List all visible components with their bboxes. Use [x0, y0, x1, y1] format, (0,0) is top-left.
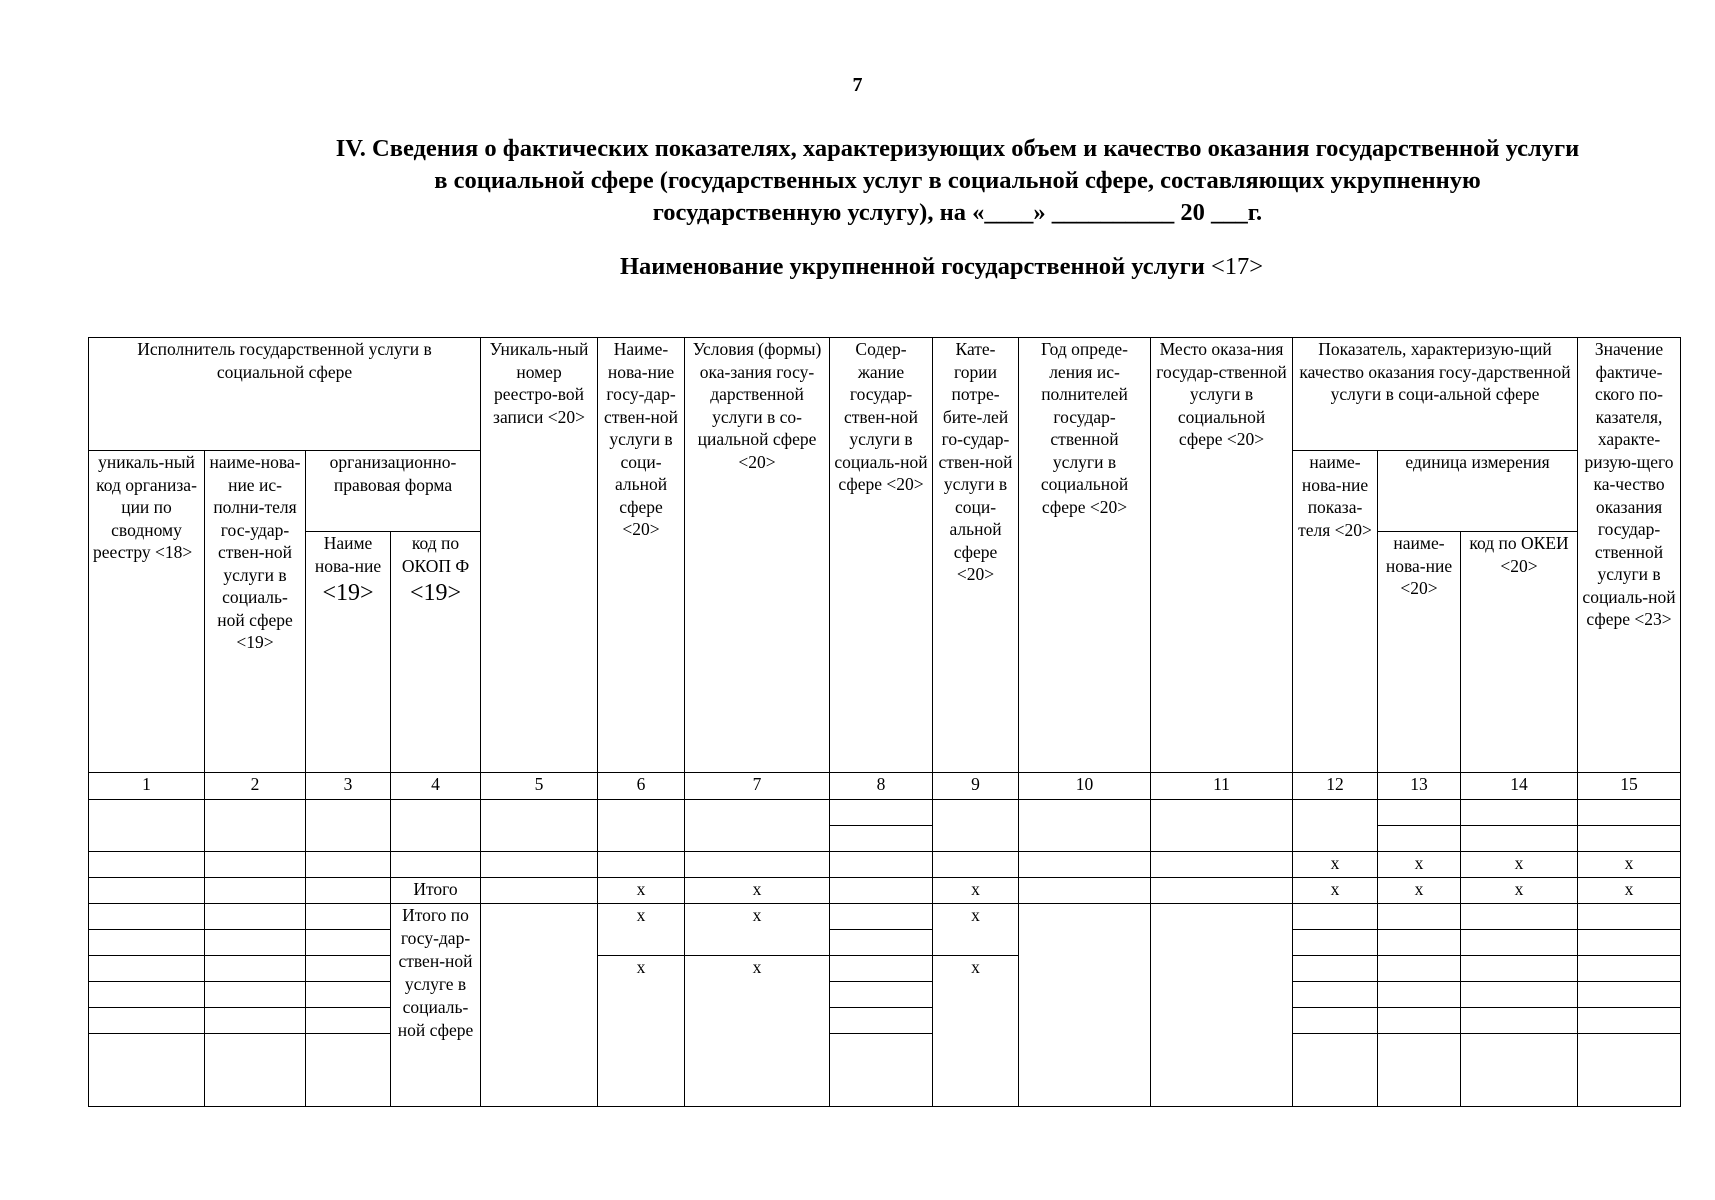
table-cell[interactable] [205, 1008, 306, 1034]
table-cell[interactable] [306, 904, 391, 930]
service-total-row [89, 904, 1681, 930]
column-number: 13 [1378, 773, 1461, 800]
table-cell[interactable] [1019, 878, 1151, 904]
table-cell[interactable] [306, 930, 391, 956]
table-cell[interactable] [481, 852, 598, 878]
header-okopf-text: код по ОКОП Ф [401, 533, 470, 576]
table-row [89, 852, 1681, 878]
table-cell[interactable] [1461, 930, 1578, 956]
table-cell[interactable] [89, 1008, 205, 1034]
header-unique-code: уникаль-ный код организа-ции по сводному реестру <18> [89, 451, 205, 773]
column-number: 14 [1461, 773, 1578, 800]
table-cell[interactable] [306, 982, 391, 1008]
column-number: 4 [391, 773, 481, 800]
column-number: 15 [1578, 773, 1681, 800]
header-actual-value: Значение фактиче-ского по-казателя, характе-ризую-щего ка-чество оказания государ-ственной услуги в социаль-ной сфере <23> [1578, 338, 1681, 773]
service-name-heading [620, 253, 1400, 281]
table-cell[interactable] [1378, 800, 1461, 826]
column-number: 9 [933, 773, 1019, 800]
table-cell[interactable] [481, 800, 598, 852]
section-title-line-2: в социальной сфере (государственных услуг в социальной сфере, составляющих укрупненную [434, 167, 1481, 194]
table-cell[interactable] [1293, 930, 1378, 956]
column-number: 11 [1151, 773, 1293, 800]
table-cell[interactable] [1378, 826, 1461, 852]
table-cell[interactable] [205, 930, 306, 956]
table-cell[interactable] [1151, 904, 1293, 1107]
table-cell[interactable] [89, 878, 205, 904]
table-cell[interactable] [1461, 956, 1578, 982]
header-okei: код по ОКЕИ <20> [1461, 532, 1578, 773]
x-mark: x [1378, 878, 1461, 904]
table-cell[interactable] [1578, 956, 1681, 982]
x-mark: x [933, 956, 1019, 1107]
header-indicator-name: наиме-нова-ние показа-теля <20> [1293, 451, 1378, 773]
column-number: 6 [598, 773, 685, 800]
table-row [89, 956, 1681, 982]
table-cell[interactable] [1578, 1034, 1681, 1107]
table-cell[interactable] [205, 878, 306, 904]
table-cell[interactable] [1578, 800, 1681, 826]
column-number: 2 [205, 773, 306, 800]
table-cell[interactable] [830, 1008, 933, 1034]
table-cell[interactable] [830, 852, 933, 878]
table-cell[interactable] [306, 852, 391, 878]
table-cell[interactable] [1019, 852, 1151, 878]
x-mark: x [598, 904, 685, 956]
x-mark: x [1461, 878, 1578, 904]
table-cell[interactable] [1378, 956, 1461, 982]
table-cell[interactable] [933, 800, 1019, 852]
section-title-line-1: IV. Сведения о фактических показателях, характеризующих объем и качество оказания государственной услуги [335, 135, 1580, 162]
table-cell[interactable] [1293, 1034, 1378, 1107]
table-cell[interactable] [1378, 982, 1461, 1008]
table-row [89, 982, 1681, 1008]
header-org-form-name-ref: <19> [322, 580, 374, 606]
table-cell[interactable] [481, 904, 598, 1107]
table-cell[interactable] [1019, 904, 1151, 1107]
table-cell[interactable] [1378, 904, 1461, 930]
table-cell[interactable] [1461, 982, 1578, 1008]
x-mark: x [933, 878, 1019, 904]
table-cell[interactable] [1378, 1008, 1461, 1034]
x-mark: x [1378, 852, 1461, 878]
header-year: Год опреде-ления ис-полнителей государ-ственной услуги в социальной сфере <20> [1019, 338, 1151, 773]
table-cell[interactable] [1019, 800, 1151, 852]
table-cell[interactable] [1578, 904, 1681, 930]
table-cell[interactable] [830, 982, 933, 1008]
table-cell[interactable] [1378, 930, 1461, 956]
table-cell[interactable] [1293, 982, 1378, 1008]
table-cell[interactable] [1151, 878, 1293, 904]
table-cell[interactable] [89, 800, 205, 852]
column-number: 10 [1019, 773, 1151, 800]
table-cell[interactable] [89, 904, 205, 930]
table-cell[interactable] [306, 878, 391, 904]
column-number: 8 [830, 773, 933, 800]
header-executor-name: наиме-нова-ние ис-полни-теля гос-удар-ствен-ной услуги в социаль-ной сфере <19> [205, 451, 306, 773]
table-cell[interactable] [830, 930, 933, 956]
column-number-row [89, 773, 1681, 800]
header-org-form-name [306, 532, 391, 773]
table-cell[interactable] [685, 800, 830, 852]
table-cell[interactable] [205, 852, 306, 878]
section-title [220, 133, 1695, 229]
table-cell[interactable] [89, 852, 205, 878]
header-executor: Исполнитель государственной услуги в социальной сфере [89, 338, 481, 451]
service-name-heading-ref: <17> [1210, 253, 1264, 280]
table-cell[interactable] [830, 878, 933, 904]
table-cell[interactable] [89, 982, 205, 1008]
service-name-heading-text: Наименование укрупненной государственной услуги [620, 253, 1205, 280]
table-cell[interactable] [205, 982, 306, 1008]
table-cell[interactable] [598, 852, 685, 878]
table-cell[interactable] [205, 904, 306, 930]
table-cell[interactable] [1578, 826, 1681, 852]
table-cell[interactable] [306, 1008, 391, 1034]
table-cell[interactable] [1151, 852, 1293, 878]
header-content: Содер-жание государ-ствен-ной услуги в социаль-ной сфере <20> [830, 338, 933, 773]
column-number: 5 [481, 773, 598, 800]
table-cell[interactable] [830, 800, 933, 826]
header-unit: единица измерения [1378, 451, 1578, 532]
x-mark: x [685, 956, 830, 1107]
table-cell[interactable] [205, 956, 306, 982]
x-mark: x [598, 956, 685, 1107]
table-cell[interactable] [89, 930, 205, 956]
header-categories: Кате-гории потре-бите-лей го-судар-ствен-ной услуги в соци-альной сфере <20> [933, 338, 1019, 773]
x-mark: x [1293, 878, 1378, 904]
table-cell[interactable] [89, 1034, 205, 1107]
table-cell[interactable] [1461, 904, 1578, 930]
table-cell[interactable] [1461, 826, 1578, 852]
table-cell[interactable] [1461, 1008, 1578, 1034]
header-conditions: Условия (формы) ока-зания госу-дарственной услуги в со-циальной сфере <20> [685, 338, 830, 773]
table-cell[interactable] [1293, 800, 1378, 852]
table-cell[interactable] [830, 904, 933, 930]
table-cell[interactable] [830, 826, 933, 852]
x-mark: x [685, 904, 830, 956]
table-cell[interactable] [306, 1034, 391, 1107]
x-mark: x [933, 904, 1019, 956]
table-cell[interactable] [933, 852, 1019, 878]
table-cell[interactable] [1578, 930, 1681, 956]
table-row [89, 930, 1681, 956]
page-number: 7 [852, 74, 863, 96]
table-row [89, 1008, 1681, 1034]
header-okopf [391, 532, 481, 773]
section-title-line-3: государственную услугу), на «____» __________ 20 ___г. [652, 199, 1263, 226]
table-cell[interactable] [1293, 904, 1378, 930]
service-total-label: Итого по госу-дар-ствен-ной услуге в социаль-ной сфере [391, 904, 481, 1107]
table-cell[interactable] [205, 800, 306, 852]
x-mark: x [1578, 852, 1681, 878]
total-row [89, 878, 1681, 904]
table-cell[interactable] [1578, 982, 1681, 1008]
table-cell[interactable] [685, 852, 830, 878]
table-cell[interactable] [205, 1034, 306, 1107]
column-number: 7 [685, 773, 830, 800]
table-cell[interactable] [1293, 956, 1378, 982]
x-mark: x [598, 878, 685, 904]
table-cell[interactable] [1151, 800, 1293, 852]
header-service-name: Наиме-нова-ние госу-дар-ствен-ной услуги в соци-альной сфере <20> [598, 338, 685, 773]
table-cell[interactable] [1293, 1008, 1378, 1034]
column-number: 3 [306, 773, 391, 800]
table-cell[interactable] [830, 956, 933, 982]
table-cell[interactable] [830, 1034, 933, 1107]
table-cell[interactable] [391, 852, 481, 878]
table-cell[interactable] [391, 800, 481, 852]
table-cell[interactable] [481, 878, 598, 904]
table-cell[interactable] [1378, 1034, 1461, 1107]
x-mark: x [685, 878, 830, 904]
header-org-form-name-text: Наиме нова-ние [314, 533, 382, 576]
table-cell[interactable] [306, 956, 391, 982]
header-registry-number: Уникаль-ный номер реестро-вой записи <20> [481, 338, 598, 773]
column-number: 12 [1293, 773, 1378, 800]
x-mark: x [1293, 852, 1378, 878]
table-cell[interactable] [1461, 1034, 1578, 1107]
total-label: Итого [391, 878, 481, 904]
column-number: 1 [89, 773, 205, 800]
table-row [89, 1034, 1681, 1107]
header-indicator: Показатель, характеризую-щий качество оказания госу-дарственной услуги в соци-альной сфере [1293, 338, 1578, 451]
header-unit-name: наиме-нова-ние <20> [1378, 532, 1461, 773]
x-mark: x [1461, 852, 1578, 878]
table-cell[interactable] [306, 800, 391, 852]
table-cell[interactable] [1461, 800, 1578, 826]
table-cell[interactable] [598, 800, 685, 852]
table-row [89, 800, 1681, 826]
x-mark: x [1578, 878, 1681, 904]
table-cell[interactable] [89, 956, 205, 982]
indicators-table [88, 337, 1681, 1107]
header-okopf-ref: <19> [409, 580, 462, 606]
header-org-form: организационно-правовая форма [306, 451, 481, 532]
header-place: Место оказа-ния государ-ственной услуги в социальной сфере <20> [1151, 338, 1293, 773]
table-cell[interactable] [1578, 1008, 1681, 1034]
